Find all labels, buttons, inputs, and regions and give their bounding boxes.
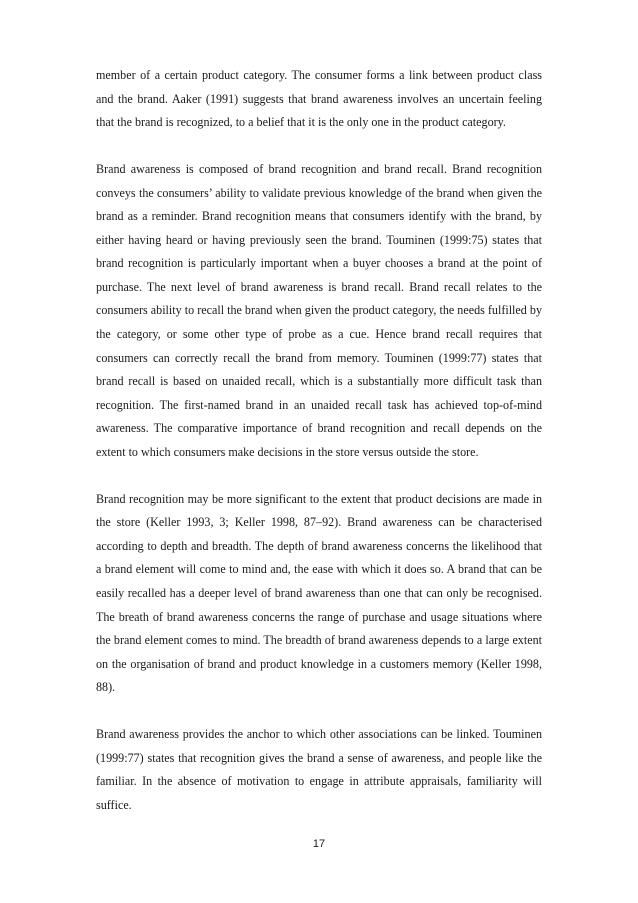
- page-number: 17: [312, 838, 326, 850]
- paragraph-4: Brand awareness provides the anchor to which other associations can be linked. Touminen (1999:77) states that recognition gives the brand a sense of awareness, and people like the familiar. In the absence of motivation to engage in attribute appraisals, familiarity will suffice.: [96, 727, 542, 812]
- paragraph-1: member of a certain product category. The consumer forms a link between product class and the brand. Aaker (1991) suggests that brand awareness involves an uncertain feeling that the brand is recognized, to a belief that it is the only one in the product category.: [96, 68, 542, 130]
- paragraph-2: Brand awareness is composed of brand recognition and brand recall. Brand recognition conveys the consumers’ ability to validate previous knowledge of the brand when given the brand as a reminder. Brand recognition means that consumers identify with the brand, by either having heard or having previously seen the brand. Touminen (1999:75) states that brand recognition is particularly important when a buyer chooses a brand at the point of purchase. The next level of brand awareness is brand recall. Brand recall relates to the consumers ability to recall the brand when given the product category, the needs fulfilled by the category, or some other type of probe as a cue. Hence brand recall requires that consumers can correctly recall the brand from memory. Touminen (1999:77) states that brand recall is based on unaided recall, which is a substantially more difficult task than recognition. The first-named brand in an unaided recall task has achieved top-of-mind awareness. The comparative importance of brand recognition and recall depends on the extent to which consumers make decisions in the store versus outside the store.: [96, 162, 542, 459]
- paragraph-3: Brand recognition may be more significant to the extent that product decisions are made in the store (Keller 1993, 3; Keller 1998, 87–92). Brand awareness can be characterised according to depth and breadth. The depth of brand awareness concerns the likelihood that a brand element will come to mind and, the ease with which it does so. A brand that can be easily recalled has a deeper level of brand awareness than one that can only be recognised. The breath of brand awareness concerns the range of purchase and usage situations where the brand element comes to mind. The breadth of brand awareness depends to a large extent on the organisation of brand and product knowledge in a customers memory (Keller 1998, 88).: [96, 491, 542, 695]
- body-text: [96, 64, 542, 841]
